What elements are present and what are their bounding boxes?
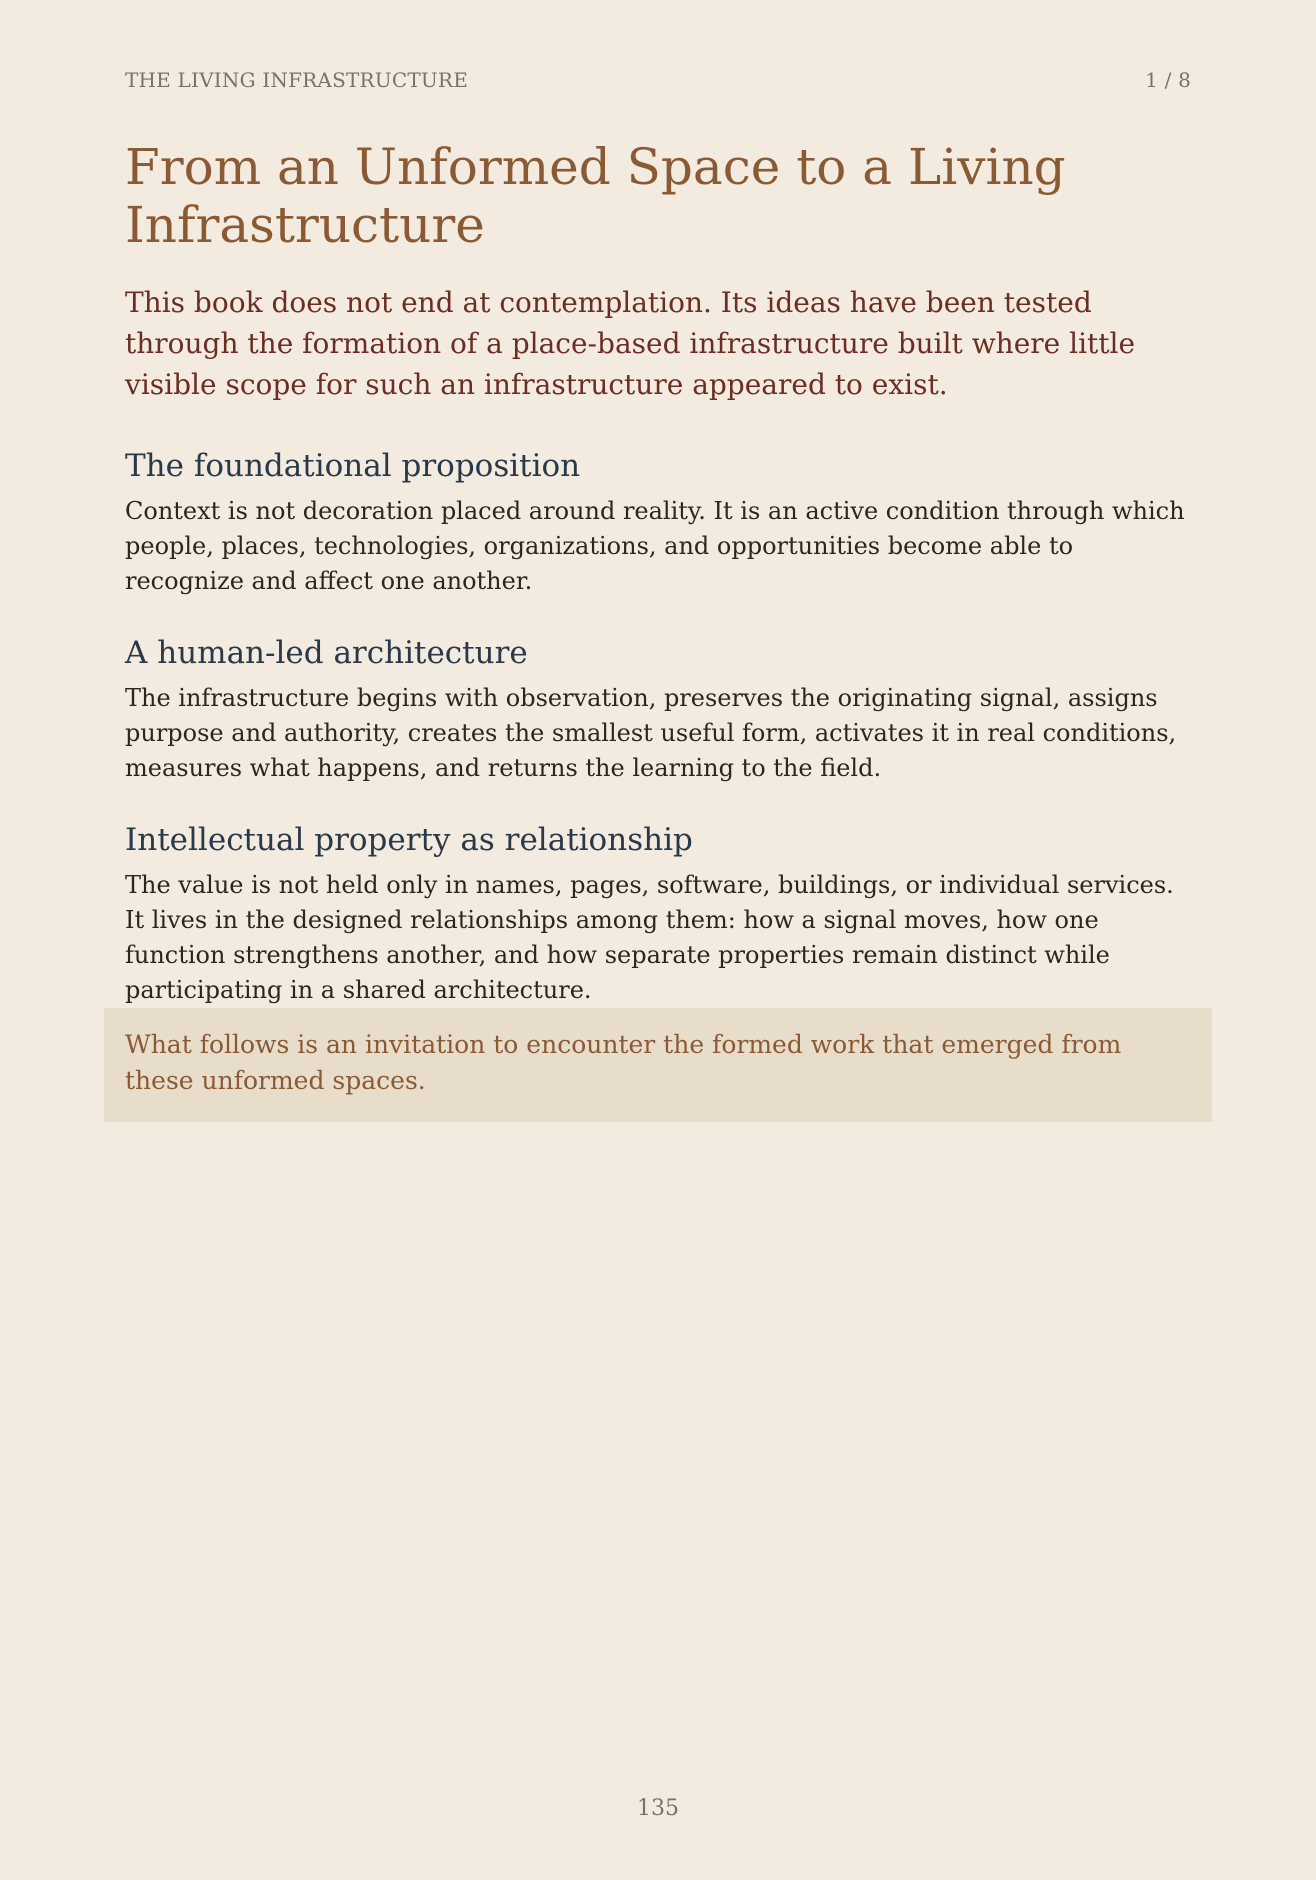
chapter-content [125,138,1191,1008]
running-header [125,68,1191,92]
section-foundational-proposition [125,446,1191,599]
section-heading: Intellectual property as relationship [125,822,693,858]
page-indicator: 1 / 8 [1145,68,1191,92]
callout-text: What follows is an invitation to encounter the formed work that emerged from these unformed spaces. [125,1030,1122,1095]
section-body: Context is not decoration placed around reality. It is an active condition through which people, places, technologies, organizations, and opportunities become able to recognize and affect one another. [125,497,1185,595]
closing-callout [104,1008,1212,1122]
running-title: THE LIVING INFRASTRUCTURE [125,68,468,92]
chapter-title: From an Unformed Space to a Living Infrastructure [125,138,1066,254]
section-heading: The foundational proposition [125,448,581,484]
section-body: The infrastructure begins with observation, preserves the originating signal, assigns purpose and authority, creates the smallest useful form, activates it in real conditions, measures what happens, and returns the learning to the field. [125,684,1177,782]
chapter-lede: This book does not end at contemplation. Its ideas have been tested through the formation of a place-based infrastructure built where little visible scope for such an infrastructure appeared to exist. [125,286,1136,401]
section-body: The value is not held only in names, pages, software, buildings, or individual services. It lives in the designed relationships among them: how a signal moves, how one function strengthens another, and how separate properties remain distinct while participating in a shared architecture. [125,871,1174,1004]
section-intellectual-property [125,820,1191,1008]
section-human-led-architecture [125,633,1191,786]
page-number: 135 [637,1796,679,1821]
section-heading: A human-led architecture [125,635,528,671]
